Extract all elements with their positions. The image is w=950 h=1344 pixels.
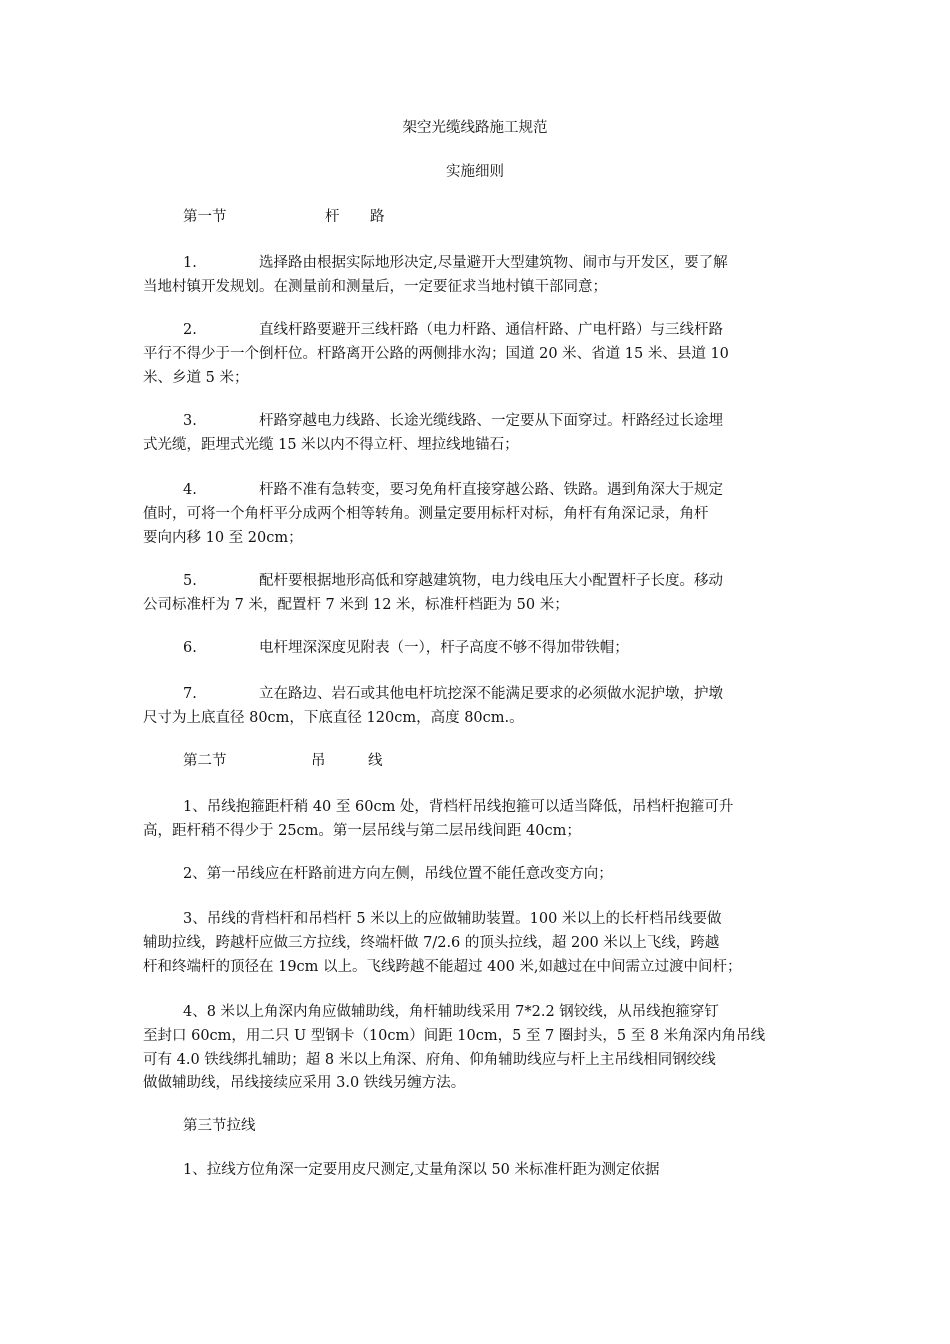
paragraph-line: 至封口 60cm，用二只 U 型钢卡（10cm）间距 10cm，5 至 7 圈封头，5 至 8 米角深内角吊线 [143,1028,766,1044]
paragraph-line: 可有 4.0 铁线绑扎辅助；超 8 米以上角深、府角、仰角辅助线应与杆上主吊线相同钢绞线 [143,1052,716,1068]
section-title-char: 杆 [325,209,340,225]
section-label: 第二节 [183,753,227,769]
paragraph-line: 3、吊线的背档杆和吊档杆 5 米以上的应做辅助装置。100 米以上的长杆档吊线要做 [183,911,722,927]
item-text-continuation: 要向内移 10 至 20cm； [143,530,303,546]
item-text: 配杆要根据地形高低和穿越建筑物，电力线电压大小配置杆子长度。移动 [259,573,723,589]
paragraph-line: 做做辅助线，吊线接续应采用 3.0 铁线另缠方法。 [143,1075,466,1091]
item-number: 7. [183,686,197,702]
section-label: 第一节 [183,209,227,225]
paragraph-line: 4、8 米以上角深内角应做辅助线，角杆辅助线采用 7*2.2 钢铰线，从吊线抱箍穿钉 [183,1004,719,1020]
item-text-continuation: 米、乡道 5 米； [143,370,249,386]
section-heading-3: 第三节拉线 [183,1118,256,1134]
paragraph-line: 辅助拉线，跨越杆应做三方拉线，终端杆做 7/2.6 的顶头拉线，超 200 米以上飞线，跨越 [143,935,720,951]
item-text: 杆路穿越电力线路、长途光缆线路、一定要从下面穿过。杆路经过长途埋 [259,413,723,429]
item-number: 4. [183,482,197,498]
item-text: 电杆埋深深度见附表（一），杆子高度不够不得加带铁帽； [259,640,629,656]
document-title: 架空光缆线路施工规范 [402,120,548,136]
paragraph-line: 1、吊线抱箍距杆稍 40 至 60cm 处，背档杆吊线抱箍可以适当降低，吊档杆抱箍可升 [183,799,734,815]
item-text-continuation: 公司标准杆为 7 米，配置杆 7 米到 12 米，标准杆档距为 50 米； [143,597,569,613]
item-number: 2. [183,322,197,338]
paragraph-line: 高，距杆稍不得少于 25cm。第一层吊线与第二层吊线间距 40cm； [143,823,581,839]
item-text-continuation: 平行不得少于一个倒杆位。杆路离开公路的两侧排水沟；国道 20 米、省道 15 米、县道 10 [143,346,729,362]
item-text: 立在路边、岩石或其他电杆坑挖深不能满足要求的必须做水泥护墩，护墩 [259,686,723,702]
item-text: 杆路不准有急转变，要习免角杆直接穿越公路、铁路。遇到角深大于规定 [259,482,723,498]
paragraph-line: 1、拉线方位角深一定要用皮尺测定,丈量角深以 50 米标准杆距为测定依据 [183,1162,660,1178]
item-text: 直线杆路要避开三线杆路（电力杆路、通信杆路、广电杆路）与三线杆路 [259,322,723,338]
item-text: 选择路由根据实际地形决定,尽量避开大型建筑物、闹市与开发区，要了解 [259,255,728,271]
paragraph-line: 杆和终端杆的顶径在 19cm 以上。飞线跨越不能超过 400 米,如越过在中间需立过渡中间杆； [143,959,742,975]
item-text-continuation: 尺寸为上底直径 80cm，下底直径 120cm，高度 80cm.。 [143,710,524,726]
section-title-char: 吊 [311,753,326,769]
document-subtitle: 实施细则 [446,164,504,180]
item-number: 6. [183,640,197,656]
item-number: 5. [183,573,197,589]
item-text-continuation: 式光缆，距埋式光缆 15 米以内不得立杆、埋拉线地锚石； [143,437,519,453]
item-text-continuation: 值时，可将一个角杆平分成两个相等转角。测量定要用标杆对标，角杆有角深记录，角杆 [143,506,709,522]
item-number: 1. [183,255,197,271]
section-title-char: 线 [368,753,383,769]
paragraph-line: 2、第一吊线应在杆路前进方向左侧，吊线位置不能任意改变方向； [183,866,613,882]
section-title-char: 路 [370,209,385,225]
item-number: 3. [183,413,197,429]
item-text-continuation: 当地村镇开发规划。在测量前和测量后，一定要征求当地村镇干部同意； [143,279,607,295]
